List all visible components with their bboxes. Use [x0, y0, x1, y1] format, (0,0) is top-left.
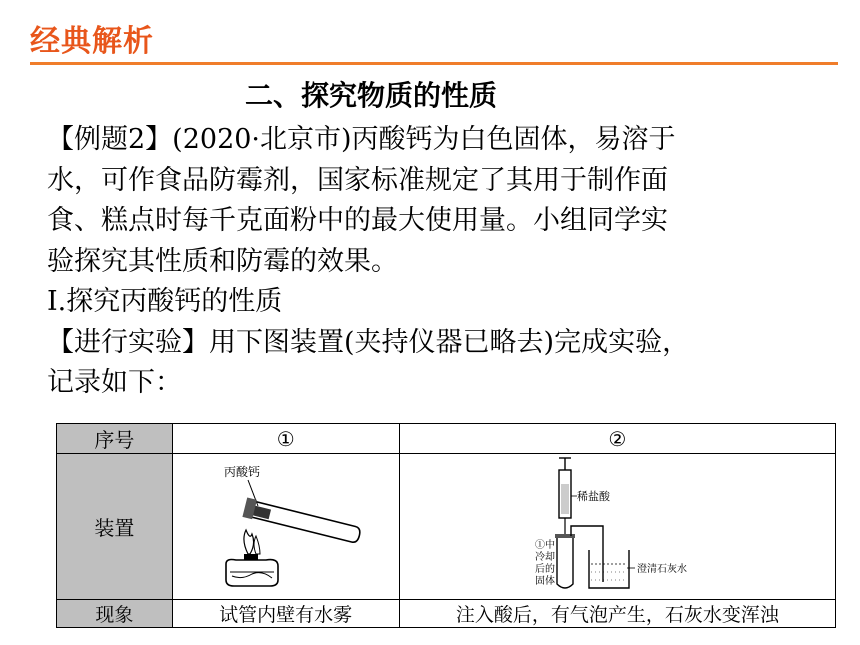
gas-test-apparatus-diagram [517, 454, 717, 594]
heating-apparatus-diagram [186, 454, 386, 594]
header-divider [30, 62, 838, 65]
solid-label-3: 后的 [535, 564, 556, 575]
exp2-phenomenon: 注入酸后，有气泡产生，石灰水变浑浊 [399, 600, 835, 628]
row-header-phenomenon: 现象 [57, 600, 173, 628]
acid-label: 稀盐酸 [577, 490, 611, 503]
exp1-number: ① [172, 424, 399, 454]
exp1-apparatus-cell [172, 454, 399, 600]
limewater-label: 澄清石灰水 [637, 564, 688, 575]
header-title: 经典解析 [30, 24, 154, 59]
solid-label-1: ①中 [535, 540, 556, 551]
exp2-apparatus-cell [399, 454, 835, 600]
paragraph-line: 【例题2】(2020·北京市)丙酸钙为白色固体，易溶于 [47, 124, 676, 155]
exp2-number: ② [399, 424, 835, 454]
diagram1-label: 丙酸钙 [223, 465, 260, 479]
solid-label-2: 冷却 [535, 552, 556, 563]
paragraph-line: 记录如下： [47, 367, 182, 398]
paragraph-line: 验探究其性质和防霉的效果。 [47, 245, 398, 277]
paragraph-line: 【进行实验】用下图装置(夹持仪器已略去)完成实验， [47, 326, 690, 358]
solid-label-4: 固体 [535, 576, 556, 587]
paragraph-line: 食、糕点时每千克面粉中的最大使用量。小组同学实 [47, 205, 668, 236]
section-title: 二、探究物质的性质 [245, 79, 498, 112]
exp1-phenomenon: 试管内壁有水雾 [172, 600, 399, 628]
col-header-number: 序号 [57, 424, 173, 454]
paragraph-line: 水，可作食品防霉剂，国家标准规定了其用于制作面 [47, 164, 668, 196]
experiment-table [56, 423, 836, 628]
problem-paragraph [47, 120, 837, 404]
row-header-apparatus: 装置 [57, 454, 173, 600]
paragraph-line: I.探究丙酸钙的性质 [47, 286, 283, 317]
